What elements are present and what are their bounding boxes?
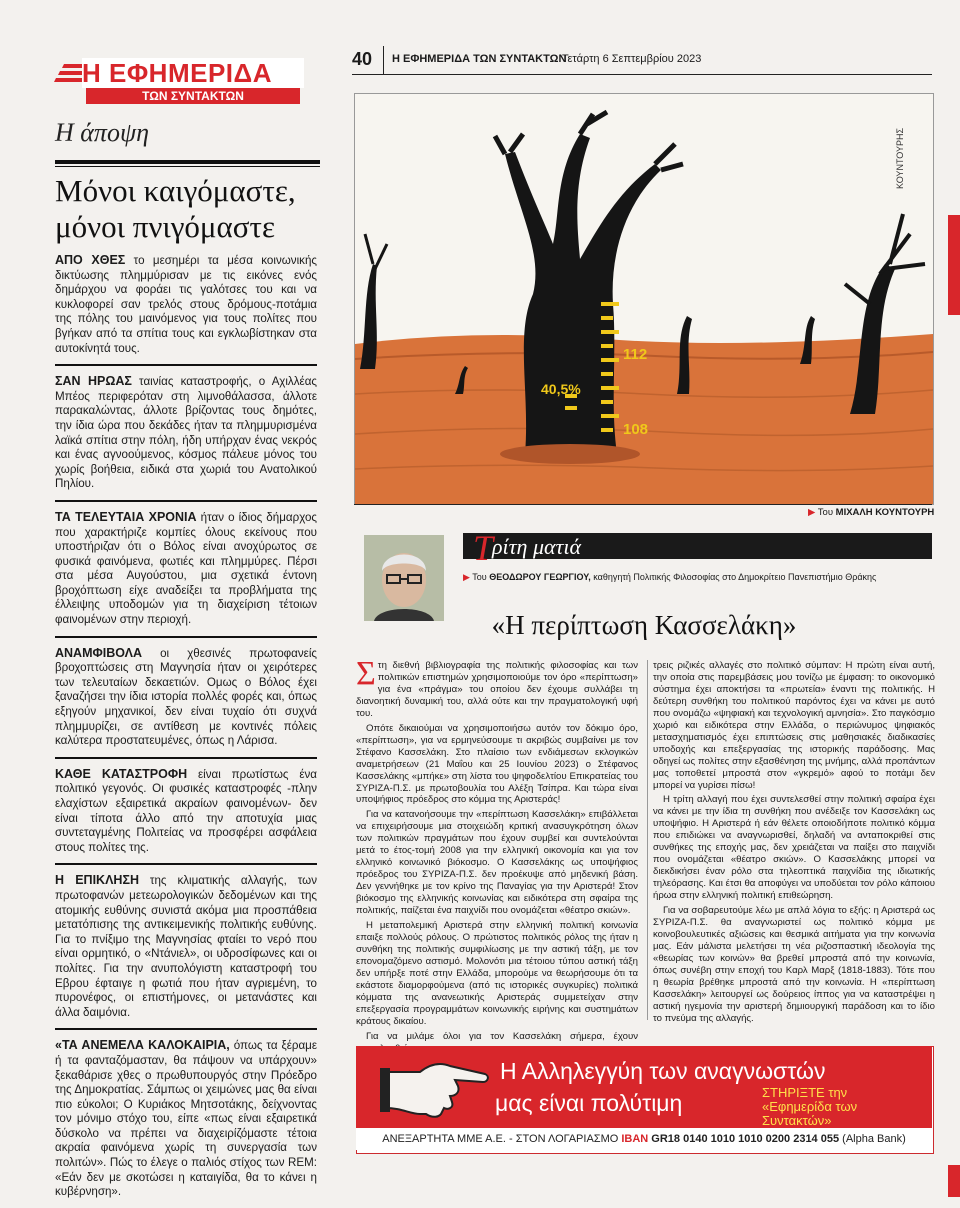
article-paragraph: Στη διεθνή βιβλιογραφία της πολιτικής φιλοσοφίας και των πολιτικών επιστημών χρησιμοποιούμε τον όρο «περίπτωση» για ένα «πράγμα» του οποίου δεν έχουμε συλλάβει τη διανοητική δυναμική του, αλλά ούτε και την πραγματολογική υφή του. xyxy=(356,655,638,719)
section-rule xyxy=(55,160,320,164)
article-title: «Η περίπτωση Κασσελάκη» xyxy=(491,610,797,640)
opinion-paragraph-7: «ΤΑ ΑΝΕΜΕΛΑ ΚΑΛΟΚΑΙΡΙΑ, όπως τα ξέραμε ή τα φανταζόμασταν, θα πάψουν να υπάρχουν» ξεκαθάρισε χθες ο πρωθυπουργός στην Πρόεδρο της Δημοκρατίας. Σάμπως οι χειμώνες μας θα είναι πιο εύκολοι; Ο Κυριάκος Μητσοτάκης, δείχνοντας τον μόνιμο στόχο του, είπε «πως είναι εξαιρετικά δύσκολο να πρέπει να διαχειρίζόμαστε τέτοια ακραία φαινόμενα χωρίς τη συνεργασία των πολιτών». Πώς το έλεγε ο παλιός στίχος των REM: «Εάν δεν με σκοτώσει η καταιγίδα, θα το κάνει η κυβέρνηση». xyxy=(55,1038,318,1199)
third-eye-title: ρίτη ματιά xyxy=(492,534,582,559)
opinion-paragraph-6: Η ΕΠΙΚΛΗΣΗ της κλιματικής αλλαγής, των πρωτοφανών μετεωρολογικών δεδομένων και της ατομικής ευθύνης συνιστά ακόμα μια προσπάθεια μετατόπισης της αντικειμενικής πολιτικής ευθύνης. Για το πνίξιμο της Μαγνησίας φταίει το νερό που είναι ορμητικό, ο «Ντάνιελ», οι υδροσίφωνες και οι πολίτες. Για την ανυπολόγιστη καταστροφή του Εβρου έφταιγε η φωτιά που ήταν αγριεμένη, το πυρονέφος, οι επιστήμονες, οι μετανάστες και άλλα δαιμόνια. xyxy=(55,873,317,1019)
opinion-paragraph-4: ΑΝΑΜΦΙΒΟΛΑ οι χθεσινές πρωτοφανείς βροχοπτώσεις στη Μαγνησία ήταν οι χειρότερες των τελευταίων δεκαετιών. Ομως ο Βόλος έχει ξαναζήσει την ίδια ιστορία πολλές φορές και, όπως εξηγούν μηχανικοί, δεν είναι τυχαίο ότι συχνά πλημμυρίζει, σε αντίθεση με κοντινές πόλεις καλύτερα προστατευμένες, όπως η Λάρισα. xyxy=(55,645,317,748)
article-paragraph: Για να κατανοήσουμε την «περίπτωση Κασσελάκη» επιβάλλεται να επιχειρήσουμε μια στοιχειώδη κριτική ανασυγκρότηση όλων των πολιτικών πραγμάτων που έχουν συμβεί και συντελούνται μετά το έτος-τομή 2008 για την ελληνική οικονομία και για τον ελληνικό κοινωνικό βιόκοσμο. Ο Κασσελάκης ως υποψήφιος πρόεδρος του ΣΥΡΙΖΑ-Π.Σ. δεν προέκυψε από μηδενική βάση. Δεν γεννήθηκε με τον κρίνο της Παναγίας για την Αριστερά! Στον βιόκοσμο της ελληνικής κοινωνίας και ειδικότερα στη σφαίρα της πολιτικής, παίζεται ένα παιχνίδι που ονομάζεται «θέατρο σκιών». xyxy=(356,809,638,917)
article-paragraph: Για να σοβαρευτούμε λέω με απλά λόγια το εξής: η Αριστερά ως ΣΥΡΙΖΑ-Π.Σ. θα αναγνωριστεί ως πολιτικό κόμμα με κοινοβουλευτικές αξιώσεις και θεσμικά αιτήματα για την κοινωνία μας. Εάν μάλιστα μελετήσει τη νέα ριζοσπαστική ιδεολογία της «θεωρίας των κοινών» θα βρεθεί μπροστά από την κοινωνία, όπως συνέβη στην εποχή του Καρλ Μαρξ (1818-1883). Τότε που η θεωρία βρέθηκε μπροστά από την κοινωνία. Η «περίπτωση Κασσελάκη» λειτουργεί ως δούρειος ίππος για να καταστρέψει η αστική ηγεμονία την αριστερή δημιουργική παράδοση και το ίδιο το πνεύμα της αλλαγής. xyxy=(653,905,935,1024)
header-rule xyxy=(352,74,932,75)
cartoon-credit-rule xyxy=(354,504,932,505)
cartoon-drawing xyxy=(355,94,933,504)
article-paragraph: Οπότε δικαιούμαι να χρησιμοποιήσω αυτόν τον δόκιμο όρο, «περίπτωση», για να ερμηνεύσουμε τι ακριβώς συμβαίνει με τον Στέφανο Κασσελάκη. Στο πλαίσιο των ενδιάμεσων εκλογικών αναμετρήσεων (21 Μαΐου και 25 Ιουνίου 2023) ο Στέφανος Κασσελάκης «μπήκε» στη λίστα του ψηφοδελτίου Επικρατείας του ΣΥΡΙΖΑ-Π.Σ. με πρωτοβουλία του Αλέξη Τσίπρα. Και τώρα είναι υποψήφιος πρόεδρος στο κόμμα της Αριστεράς! xyxy=(356,722,638,806)
header-divider xyxy=(383,46,384,74)
article-column-1 xyxy=(356,655,638,1058)
ad-bank-details: ΑΝΕΞΑΡΤΗΤΑ ΜΜΕ Α.Ε. - ΣΤΟΝ ΛΟΓΑΡΙΑΣΜΟ IBAN GR18 0140 1010 1010 0200 2314 055 (Alpha Bank) xyxy=(356,1128,932,1150)
article-paragraph: Η μεταπολεμική Αριστερά στην ελληνική πολιτική κοινωνία επαιξε πολλούς ρόλους. Ο πρώτιστος πολιτικός ρόλος της ήταν η συνθήκη της πολιτικής συμφιλίωσης με την αστική τάξη, με τον επονομαζόμενο αστισμό. Μολονότι μια τέτοιου τύπου αστική τάξη δεν υπήρξε ποτέ στην Ελλάδα, μπορούμε να θεωρήσουμε ότι τα εκάστοτε διαμορφούμενα (από τις ιστορικές συγκυρίες) πολιτικά κόμματα της ανανεωτικής Αριστεράς συμμετείχαν στην επεξεργασία προγραμμάτων κοινωνικής ειρήνης και συστημάτων κράτους δικαίου. xyxy=(356,920,638,1027)
opinion-section-label: Η άποψη xyxy=(55,118,149,147)
pointing-hand-icon xyxy=(380,1052,490,1122)
cartoon-signature: ΚΟΥΝΤΟΥΡΗΣ xyxy=(895,127,905,189)
masthead-logo-sub: ΤΩΝ ΣΥΝΤΑΚΤΩΝ xyxy=(86,88,300,104)
article-paragraph: τρεις ριζικές αλλαγές στο πολιτικό σύμπαν: Η πρώτη είναι αυτή, την οποία στις παρεμβάσεις μου τονίζω με έμφαση: το οικονομικό σύστημα έχει αποκτήσει τα «πρωτεία» έναντι της πολιτικής. Η δεύτερη συνθήκη του πολιτικού παρόντος έχει να κάνει με αυτό που ονομάζω «ψηφιακή και τεχνολογική αμνησία». Στο παγκόσμιο χωριό και ειδικότερα στην Ελλάδα, ο περιώνυμος ψηφιακός μετασχηματισμός έχει επιπτώσεις στις μαθησιακές διαδικασίες υποδοχής και επεξεργασίας της ιστορικής παράδοσης. Μας οδηγεί ως πολίτες στην εξασθένηση της μνήμης, αλλά προπάντων μας τοποθετεί μπροστά στον «γκρεμό» αφού το ποτάμι δεν μπορεί να γυρίσει πίσω! xyxy=(653,660,935,791)
cartoon-label-percent: 40,5% xyxy=(541,381,581,397)
header-date: Τετάρτη 6 Σεπτεμβρίου 2023 xyxy=(562,53,702,65)
arrow-icon: ▶ xyxy=(808,507,818,518)
page-number: 40 xyxy=(352,49,373,69)
dropcap: Σ xyxy=(356,655,376,692)
column-divider xyxy=(647,660,648,1020)
cartoon-credit: ▶ Του ΜΙΧΑΛΗ ΚΟΥΝΤΟΥΡΗ xyxy=(808,507,935,518)
section-rule-thin xyxy=(55,166,320,167)
article-paragraph: Για να μιλάμε όλοι για τον Κασσελάκη σήμερα, έχουν xyxy=(366,1030,638,1042)
opinion-body xyxy=(55,253,317,1208)
opinion-paragraph-3: ΤΑ ΤΕΛΕΥΤΑΙΑ ΧΡΟΝΙΑ ήταν ο ίδιος δήμαρχος που χαρακτήριζε κομπίες όλους εκείνους που υποστήριζαν ότι ο Βόλος είναι ανοχύρωτος σε φυσικά φαινόμενα, φωτιές και πλημμύρες. Πέρσι στα μέσα Αυγούστου, μια σχετικά έντονη βροχόπτωση είχε αναδείξει τα προβλήματα της έλλειψης υποδομών για τη διαχείριση τέτοιων φαινομένων στην περιοχή. xyxy=(55,509,317,627)
arrow-icon: ▶ xyxy=(463,572,473,582)
ad-call-to-action: ΣΤΗΡΙΞΤΕ την «Εφημερίδα των Συντακτών» xyxy=(762,1085,858,1128)
edge-tab xyxy=(948,1165,960,1197)
ad-title: Η Αλληλεγγύη των αναγνωστών xyxy=(500,1058,826,1084)
cartoon-label-112: 112 xyxy=(623,346,648,363)
opinion-paragraph-2: ΣΑΝ ΗΡΩΑΣ ταινίας καταστροφής, ο Αχιλλέας Μπέος περιφερόταν στη λιμνοθάλασσα, άλλοτε παρακαλώντας, άλλοτε βρίζοντας τους δημότες, την ίδια ώρα που δεκάδες ήταν τα πλημμυρισμένα λαϊκά σπίτια στην πόλη, ήδη υπήρχαν ένας νεκρός και ένας αγνοούμενος, κόσμος πάλευε μόνος του χωρίς βοήθεια, ειδικά στα χωριά του Ανατολικού Πηλίου. xyxy=(55,374,317,491)
ad-subtitle: μας είναι πολύτιμη xyxy=(495,1090,683,1116)
author-photo xyxy=(364,535,444,621)
cartoon xyxy=(354,93,934,505)
article-paragraph: Η τρίτη αλλαγή που έχει συντελεσθεί στην πολιτική σφαίρα έχει να κάνει με την ίδια τη συνθήκη που ανέδειξε τον Κασσελάκη ως υποψήφιο. Η Αριστερά ή εάν θέλετε οποιοδήποτε πολιτικό κόμμα που επιδιώκει να αναγνωρισθεί, δηλαδή να ανταποκριθεί στις συνθήκες της εποχής μας, δεν χρειάζεται να παίξει στο παιχνίδι που ονομάζεται «θέατρο σκιών». Ο Κασσελάκης μπορεί να διεκδικήσει έναν ρόλο στα τηλεοπτικά παιχνίδια της ιδιωτικής τηλεόρασης. Και έτσι θα αποφύγει να υποδύεται τον ρόλο κάποιου ήρωα στην ελληνική πολιτική επιθεώρηση. xyxy=(653,794,935,902)
cartoon-label-108: 108 xyxy=(623,421,649,438)
third-eye-initial: Τ xyxy=(473,528,494,568)
opinion-paragraph-5: ΚΑΘΕ ΚΑΤΑΣΤΡΟΦΗ είναι πρωτίστως ένα πολιτικό γεγονός. Οι φυσικές καταστροφές -πλην ελαχίστων εξαιρετικά ακραίων φαινομένων- δεν είναι τίποτα άλλο από την αποτυχία μιας συντεταγμένης Πολιτείας να προσφέρει ασφάλεια στους πολίτες της. xyxy=(55,766,317,854)
opinion-headline: Μόνοι καιγόμαστε, μόνοι πνιγόμαστε xyxy=(55,173,296,244)
masthead-logo: Η ΕΦΗΜΕΡΙΔΑ xyxy=(82,58,304,88)
article-column-2 xyxy=(653,660,935,1028)
edge-tab xyxy=(948,215,960,315)
opinion-paragraph-1: ΑΠΟ ΧΘΕΣ το μεσημέρι τα μέσα κοινωνικής δικτύωσης πλημμύρισαν με τις εικόνες ενός δημάρχου να φοράει τις γαλότσες του και να κυκλοφορεί σαν τρελός στους δρόμους-ποτάμια της πόλης του μαινόμενος για τους πολίτες που βγήκαν από τα σπίτια τους και εγκλωβίστηκαν στα αυτοκίνητά τους. xyxy=(55,253,317,355)
header-paper-name: Η ΕΦΗΜΕΡΙΔΑ ΤΩΝ ΣΥΝΤΑΚΤΩΝ xyxy=(392,53,567,65)
article-author: ▶ Του ΘΕΟΔΩΡΟΥ ΓΕΩΡΓΙΟΥ, καθηγητή Πολιτικής Φιλοσοφίας στο Δημοκρίτειο Πανεπιστήμιο Θράκης xyxy=(463,572,877,582)
